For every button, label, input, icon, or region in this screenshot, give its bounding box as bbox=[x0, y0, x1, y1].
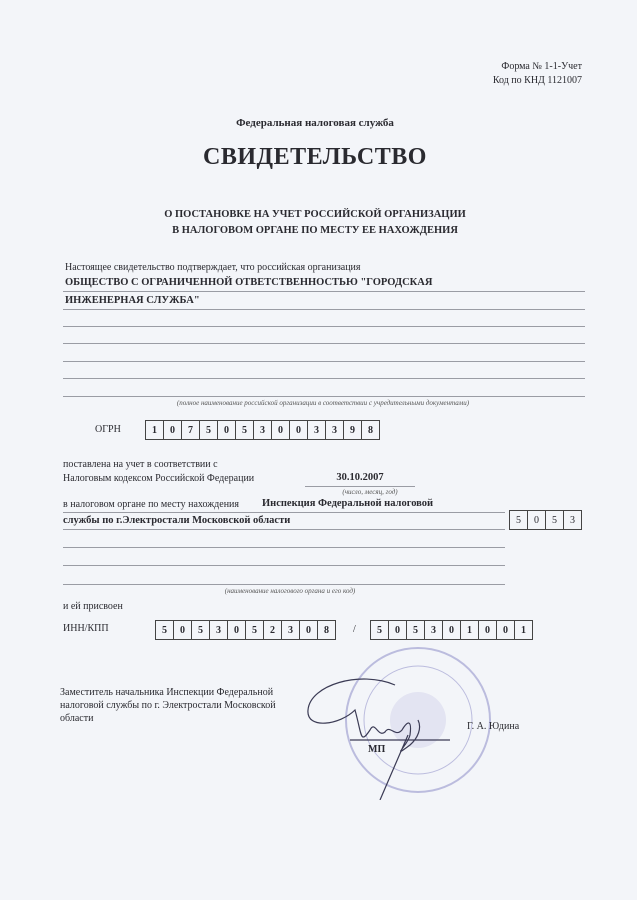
underline bbox=[63, 291, 585, 292]
ogrn-label: ОГРН bbox=[95, 424, 121, 435]
underline bbox=[63, 361, 585, 362]
digit: 1 bbox=[461, 621, 479, 639]
digit: 3 bbox=[254, 421, 272, 439]
org-name-line2: ИНЖЕНЕРНАЯ СЛУЖБА" bbox=[65, 295, 200, 306]
underline bbox=[305, 486, 415, 487]
digit: 0 bbox=[497, 621, 515, 639]
subtitle-line1: О ПОСТАНОВКЕ НА УЧЕТ РОССИЙСКОЙ ОРГАНИЗАЦИИ bbox=[164, 209, 466, 220]
document-title: СВИДЕТЕЛЬСТВО bbox=[203, 144, 427, 170]
digit: 0 bbox=[174, 621, 192, 639]
ogrn-boxes bbox=[145, 420, 380, 440]
inn-kpp-separator: / bbox=[353, 624, 356, 635]
registration-line2: Налоговым кодексом Российской Федерации bbox=[63, 473, 255, 484]
digit: 0 bbox=[443, 621, 461, 639]
knd-code: Код по КНД 1121007 bbox=[492, 75, 582, 86]
underline bbox=[63, 326, 585, 327]
underline bbox=[63, 529, 505, 530]
digit: 5 bbox=[371, 621, 389, 639]
digit: 0 bbox=[272, 421, 290, 439]
authority-intro: в налоговом органе по месту нахождения bbox=[63, 499, 240, 510]
digit: 5 bbox=[200, 421, 218, 439]
kpp-boxes bbox=[370, 620, 533, 640]
digit: 9 bbox=[344, 421, 362, 439]
digit: 3 bbox=[282, 621, 300, 639]
digit: 0 bbox=[479, 621, 497, 639]
underline bbox=[63, 396, 585, 397]
subtitle-line2: В НАЛОГОВОМ ОРГАНЕ ПО МЕСТУ ЕЕ НАХОЖДЕНИЯ bbox=[172, 225, 458, 236]
digit: 5 bbox=[407, 621, 425, 639]
digit: 3 bbox=[308, 421, 326, 439]
inn-boxes bbox=[155, 620, 336, 640]
digit: 1 bbox=[521, 624, 526, 636]
authority-line1: Инспекция Федеральной налоговой bbox=[262, 498, 434, 509]
digit: 0 bbox=[164, 421, 182, 439]
stamp-and-signature bbox=[300, 640, 500, 800]
digit: 7 bbox=[182, 421, 200, 439]
digit: 8 bbox=[324, 624, 329, 636]
underline bbox=[63, 512, 505, 513]
digit: 0 bbox=[290, 421, 308, 439]
authority-caption: (наименование налогового органа и его код) bbox=[224, 587, 356, 595]
form-number: Форма № 1-1-Учет bbox=[501, 61, 582, 72]
digit: 0 bbox=[528, 511, 546, 529]
signer-position-line2: налоговой службы по г. Электростали Московской bbox=[60, 700, 276, 711]
underline bbox=[63, 343, 585, 344]
authority-line2: службы по г.Электростали Московской области bbox=[63, 515, 291, 526]
digit: 0 bbox=[218, 421, 236, 439]
signer-name: Г. А. Юдина bbox=[467, 721, 520, 732]
digit: 5 bbox=[156, 621, 174, 639]
underline bbox=[63, 378, 585, 379]
digit: 5 bbox=[236, 421, 254, 439]
digit: 2 bbox=[264, 621, 282, 639]
registration-date: 30.10.2007 bbox=[336, 472, 384, 483]
underline bbox=[63, 584, 505, 585]
org-name-caption: (полное наименование российской организации в соответствии с учредительными документами) bbox=[176, 399, 470, 407]
digit: 1 bbox=[146, 421, 164, 439]
digit: 0 bbox=[389, 621, 407, 639]
signer-position-line1: Заместитель начальника Инспекции Федеральной bbox=[60, 687, 274, 698]
digit: 3 bbox=[326, 421, 344, 439]
registration-line1: поставлена на учет в соответствии с bbox=[63, 459, 218, 470]
digit: 3 bbox=[570, 514, 575, 526]
underline bbox=[63, 309, 585, 310]
digit: 5 bbox=[510, 511, 528, 529]
stamp-label: МП bbox=[368, 744, 386, 755]
underline bbox=[63, 547, 505, 548]
date-caption: (число, месяц, год) bbox=[342, 488, 398, 496]
digit: 5 bbox=[546, 511, 564, 529]
assigned-label: и ей присвоен bbox=[63, 601, 123, 612]
signer-position-line3: области bbox=[60, 713, 94, 724]
digit: 5 bbox=[192, 621, 210, 639]
underline bbox=[63, 565, 505, 566]
digit: 0 bbox=[300, 621, 318, 639]
digit: 8 bbox=[368, 424, 373, 436]
intro-text: Настоящее свидетельство подтверждает, что российская организация bbox=[65, 262, 361, 273]
org-name-line1: ОБЩЕСТВО С ОГРАНИЧЕННОЙ ОТВЕТСТВЕННОСТЬЮ "ГОРОДСКАЯ bbox=[65, 277, 433, 288]
inn-kpp-label: ИНН/КПП bbox=[63, 623, 109, 634]
authority-code-boxes bbox=[509, 510, 582, 530]
agency-name: Федеральная налоговая служба bbox=[236, 117, 394, 129]
digit: 3 bbox=[210, 621, 228, 639]
digit: 5 bbox=[246, 621, 264, 639]
digit: 3 bbox=[425, 621, 443, 639]
digit: 0 bbox=[228, 621, 246, 639]
